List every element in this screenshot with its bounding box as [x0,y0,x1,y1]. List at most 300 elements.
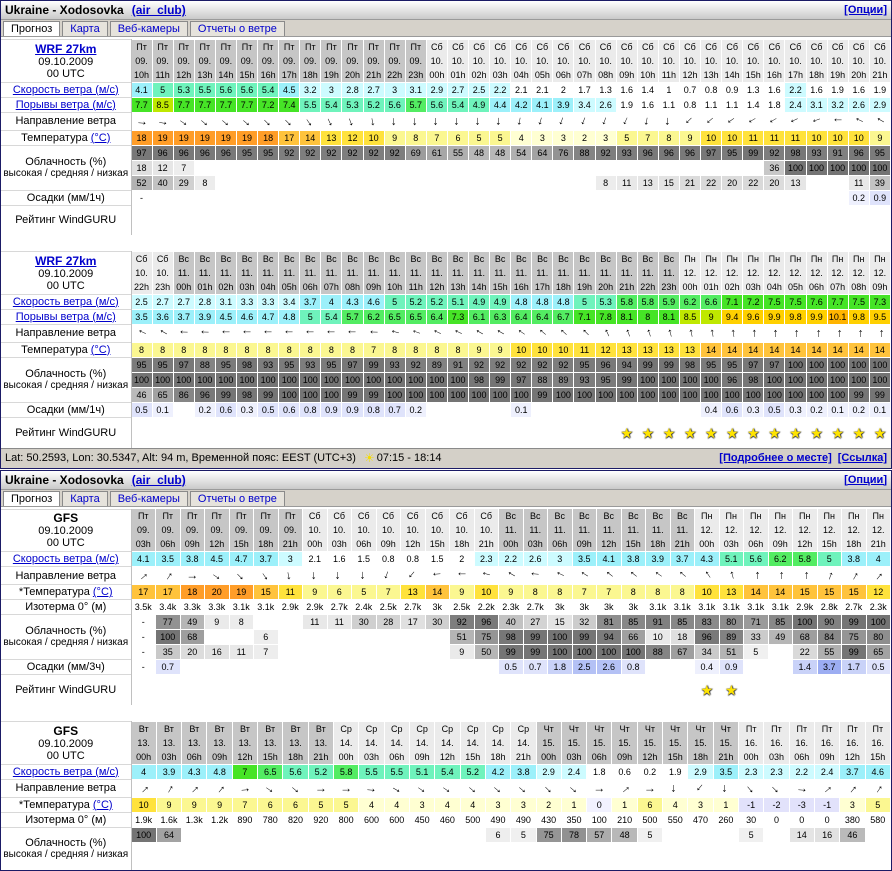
club-link[interactable]: (air_club) [132,3,186,17]
temperature-cell: 14 [827,342,848,357]
rating-cell [173,417,194,448]
hour-label: 00h [537,750,561,764]
wind-speed-cell: 7.5 [764,294,785,309]
wind-gust-cell: 9.5 [869,309,890,324]
cloud-high-cell: 95 [701,357,722,372]
day-date: 10. [475,523,499,537]
day-name: Сб [807,40,827,54]
forecast-col-header [637,252,658,295]
wind-dir-cell [637,112,658,130]
wind-dir-arrow: → [133,323,151,343]
precip-cell [229,660,254,675]
day-name: Пн [744,509,768,523]
precip-cell [574,402,595,417]
isotherm-cell: 600 [359,812,384,827]
cloud-high-cell: 93 [616,145,637,160]
forecast-col-header [405,40,426,83]
temperature-cell: 3 [485,797,510,812]
day-date: 11. [622,523,646,537]
options-link[interactable]: [Опции] [844,474,887,486]
wind-dir-arrow: → [617,324,637,341]
cloud-mid-cell [363,160,384,175]
wind-dir-cell [768,567,793,585]
cloud-high-cell: 88 [194,357,215,372]
wind-speed-cell: 3.1 [405,82,426,97]
wind-gust-cell: 7.3 [447,309,468,324]
cloud-low-cell: 9 [450,645,475,660]
cloud-mid-cell: 18 [670,630,695,645]
temperature-cell: 15 [793,585,818,600]
wind-dir-arrow: → [808,327,825,339]
cloud-high-cell: 5 [739,827,764,842]
rating-star-icon: ★ [684,425,697,441]
wind-speed-cell: 3 [548,552,573,567]
wind-speed-cell: 2 [450,552,475,567]
cloud-high-cell: 98 [785,145,806,160]
temperature-cell: 10 [695,585,720,600]
rating-cell [670,675,695,706]
forecast-col-header [739,722,764,765]
wind-dir-arrow: → [346,325,358,342]
hour-label: 12h [174,68,194,82]
wind-gust-cell: 4.2 [511,97,532,112]
wind-speed-cell: 1.9 [827,82,848,97]
rating-cell [279,205,300,235]
wind-gust-cell: 7.8 [595,309,616,324]
hour-label: 08h [342,280,362,294]
cloud-low-cell: 55 [817,645,842,660]
temperature-unit-link[interactable]: (°C) [93,799,113,811]
tab-forecast[interactable]: Прогноз [3,491,60,506]
day-date: 10. [617,54,637,68]
precip-cell [469,402,490,417]
precip-cell: 0.2 [848,190,869,205]
day-name: Сб [490,40,510,54]
forecast-col-header [450,509,475,552]
wind-dir-cell [616,112,637,130]
isotherm-cell: 460 [435,812,460,827]
forecast-col-header [768,509,793,552]
isotherm-cell: 820 [283,812,308,827]
forecast-col-header [173,40,194,83]
forecast-col-header [612,722,637,765]
cloud-low-cell: 21 [679,175,700,190]
wind-dir-cell [865,779,890,797]
cloud-mid-cell [743,160,764,175]
forecast-col-header [532,40,553,83]
day-name: Вс [448,252,468,266]
precip-cell [532,190,553,205]
precip-cell [342,190,363,205]
wind-speed-link[interactable]: Скорость ветра (м/с) [13,84,119,96]
precip-cell [376,660,401,675]
wind-dir-arrow: → [551,565,569,585]
cloud-mid-cell [789,842,814,856]
model-cell [1,509,131,552]
isotherm-cell: 3k [425,600,450,615]
wind-dir-cell [279,324,300,342]
wind-dir-arrow: → [331,569,348,582]
day-date: 11. [617,266,637,280]
precip-cell [764,190,785,205]
cloud-high-cell: 28 [376,615,401,630]
hour-label: 22h [638,280,658,294]
wind-dir-arrow: → [186,567,198,584]
forecast-col-header [785,252,806,295]
model-link[interactable]: WRF 27km [35,42,96,56]
forecast-col-header [785,40,806,83]
precip-cell: 0.4 [695,660,720,675]
tab-forecast[interactable]: Прогноз [3,21,60,36]
hour-label: 22h [132,280,152,294]
precip-cell [425,660,450,675]
hour-label: 15h [490,280,510,294]
isotherm-cell: 1.6k [156,812,181,827]
wind-dir-arrow: → [155,112,170,131]
model-run-utc: 00 UTC [1,537,131,549]
temperature-label-text: *Температура [19,799,93,811]
wind-speed-link[interactable]: Скорость ветра (м/с) [13,766,119,778]
cloud-mid-cell [490,160,511,175]
isotherm-cell: 3.3k [180,600,205,615]
temperature-cell: 3 [595,130,616,145]
temperature-cell: 4 [435,797,460,812]
precip-cell [363,190,384,205]
cloud-low-cell [789,856,814,870]
forecast-col-header [814,722,839,765]
cloud-mid-cell [574,160,595,175]
isotherm-cell: 2.8k [817,600,842,615]
day-date: 11. [406,266,426,280]
wind-dir-arrow: → [281,568,300,583]
wind-gust-cell: 5.5 [300,97,321,112]
hour-label: 15h [426,537,450,551]
cloud-high-cell: 100 [793,615,818,630]
wind-speed-cell: 4.1 [131,82,152,97]
day-name: Сб [743,40,763,54]
day-name: Сб [617,40,637,54]
precip-cell [679,402,700,417]
precip-cell [321,190,342,205]
day-name: Сб [659,40,679,54]
wind-speed-cell: 3.9 [156,764,181,779]
cloud-high-cell: 95 [131,357,152,372]
cloud-mid-cell [616,160,637,175]
wind-dir-label: Направление ветра [1,112,131,130]
cloud-high-cell: 92 [553,357,574,372]
precip-cell: 1.4 [793,660,818,675]
cloud-high-cell: 100 [866,615,891,630]
forecast-col-header [806,252,827,295]
day-name: Сб [469,40,489,54]
day-name: Вт [309,722,333,736]
day-name: Пт [342,40,362,54]
tab-webcams[interactable]: Веб-камеры [110,491,188,506]
day-name: Пн [743,252,763,266]
forecast-col-header [595,252,616,295]
temperature-cell: 1 [612,797,637,812]
day-date: 15. [638,736,662,750]
day-date: 09. [279,54,299,68]
day-name: Пт [406,40,426,54]
wind-gust-link[interactable]: Порывы ветра (м/с) [16,99,116,111]
hour-label: 06h [587,750,611,764]
rating-cell [701,205,722,235]
forecast-col-header [793,509,818,552]
day-name: Пн [807,252,827,266]
hour-label: 18h [807,68,827,82]
isotherm-cell: 430 [536,812,561,827]
club-link[interactable]: (air_club) [132,473,186,487]
cloud-high-cell: 100 [869,357,890,372]
day-name: Вс [532,252,552,266]
hour-label: 18h [450,537,474,551]
day-name: Вс [596,252,616,266]
rating-cell [597,675,622,706]
wind-dir-arrow: → [644,780,656,797]
cloud-low-cell [865,856,890,870]
cloud-mid-cell: 84 [817,630,842,645]
wind-speed-cell: 3.3 [258,294,279,309]
cloud-low-cell [764,856,789,870]
wind-speed-cell: 2 [553,82,574,97]
day-date: 11. [499,523,523,537]
cloud-mid-cell: 100 [405,372,426,387]
hour-label: 00h [427,68,447,82]
wind-dir-arrow: → [667,782,684,794]
day-date: 09. [254,523,278,537]
wind-dir-arrow: → [553,323,573,344]
precip-cell: - [131,660,156,675]
day-date: 10. [722,54,742,68]
cloud-high-cell: 100 [848,357,869,372]
temperature-unit-link[interactable]: (°C) [93,586,113,598]
wind-speed-cell: 2.2 [789,764,814,779]
temperature-cell: 14 [744,585,769,600]
temperature-cell: 14 [300,130,321,145]
hour-label: 02h [722,280,742,294]
day-date: 14. [410,736,434,750]
wind-speed-link[interactable]: Скорость ветра (м/с) [13,553,119,565]
rating-star-icon: ★ [725,682,738,698]
day-date: 09. [237,54,257,68]
day-date: 11. [574,266,594,280]
hour-label: 03h [237,280,257,294]
cloud-low-cell [435,856,460,870]
hour-label: 18h [842,537,866,551]
wind-dir-arrow: → [501,565,520,586]
wind-dir-arrow: → [199,324,212,341]
cloud-high-cell: 98 [679,357,700,372]
status-link-spot-details[interactable]: [Подробнее о месте] [719,452,831,464]
wind-dir-arrow: → [817,778,837,799]
isotherm-label: Изотерма 0° (м) [1,812,131,827]
rating-cell [258,417,279,448]
forecast-col-header [131,722,156,765]
wind-dir-cell [663,779,688,797]
rating-cell [679,205,700,235]
hour-label: 06h [385,750,409,764]
hour-label: 00h [499,537,523,551]
day-name: Сб [722,40,742,54]
rating-cell [842,675,867,706]
cloud-mid-cell [532,160,553,175]
tab-wind-reports[interactable]: Отчеты о ветре [190,491,285,506]
tab-map[interactable]: Карта [62,21,107,36]
forecast-col-header [865,722,890,765]
temperature-cell: 3 [409,797,434,812]
wind-dir-arrow: → [315,780,327,797]
temperature-cell: 14 [848,342,869,357]
cloud-low-cell: 20 [722,175,743,190]
wind-dir-arrow: → [615,778,635,799]
cloud-mid-cell: 33 [744,630,769,645]
wind-speed-cell: 2.2 [490,82,511,97]
wind-gust-cell: 7.7 [236,97,257,112]
wind-speed-cell: 1.5 [425,552,450,567]
cloud-high-cell: 96 [848,145,869,160]
wind-speed-cell: 2.7 [447,82,468,97]
cloud-low-cell: 50 [474,645,499,660]
wind-dir-arrow: → [538,778,559,799]
wind-dir-cell [485,779,510,797]
wind-speed-cell: 2.3 [739,764,764,779]
status-link-link[interactable]: [Ссылка] [838,452,887,464]
temperature-label-text: Температура [21,132,91,144]
day-name: Пн [849,252,869,266]
cloud-mid-cell [376,630,401,645]
cloud-high-cell: 16 [814,827,839,842]
rating-cell [469,417,490,448]
wind-gust-cell: 6.4 [532,309,553,324]
cloud-high-cell [232,827,257,842]
wind-dir-cell [376,567,401,585]
wind-dir-cell [866,567,891,585]
cloud-low-cell: 100 [279,387,300,402]
temperature-cell: 14 [806,342,827,357]
cloud-high-cell: 92 [469,357,490,372]
cloud-high-cell: 61 [426,145,447,160]
cloud-label-line2: высокая / средняя / низкая [1,849,131,861]
tab-webcams[interactable]: Веб-камеры [110,21,188,36]
forecast-col-header [384,40,405,83]
cloud-mid-cell [536,842,561,856]
day-date: 14. [385,736,409,750]
day-name: Сб [870,40,890,54]
panel-titlebar [1,471,891,490]
wind-dir-arrow: → [238,779,251,797]
tab-map[interactable]: Карта [62,491,107,506]
forecast-col-header [254,509,279,552]
wind-speed-cell: 2.4 [561,764,586,779]
day-date: 12. [695,523,719,537]
wind-gust-link[interactable]: Порывы ветра (м/с) [16,311,116,323]
precip-cell: 0.5 [764,402,785,417]
hour-label: 00h [132,750,156,764]
cloud-low-cell: 100 [572,645,597,660]
cloud-high-cell: 30 [425,615,450,630]
wind-speed-cell: 4.1 [131,552,156,567]
temperature-label [1,585,131,600]
day-name: Вс [597,509,621,523]
rating-cell [532,417,553,448]
forecast-col-header [722,40,743,83]
rating-label: Рейтинг WindGURU [1,417,131,448]
cloud-high-cell: 11 [327,615,352,630]
cloud-low-cell [426,175,447,190]
day-date: 09. [342,54,362,68]
temperature-cell: 3 [511,797,536,812]
cloud-high-cell: 85 [621,615,646,630]
day-date: 11. [659,266,679,280]
cloud-high-cell [764,827,789,842]
forecast-table [1,39,891,235]
wind-dir-cell [701,324,722,342]
model-link[interactable]: WRF 27km [35,254,96,268]
temperature-cell: 8 [447,342,468,357]
forecast-col-header [536,722,561,765]
cloud-mid-cell [131,842,156,856]
day-name: Чт [562,722,586,736]
rating-cell [131,205,152,235]
wind-dir-arrow: → [717,782,734,794]
temperature-unit-link[interactable]: (°C) [91,344,111,356]
wind-dir-cell [722,112,743,130]
wind-dir-arrow: → [660,114,678,127]
hour-label: 21h [870,68,890,82]
wind-dir-arrow: → [868,565,889,585]
wind-dir-arrow: → [402,565,423,585]
wind-gust-cell: 8 [637,309,658,324]
options-link[interactable]: [Опции] [844,4,887,16]
precip-cell: 0.3 [785,402,806,417]
wind-speed-link[interactable]: Скорость ветра (м/с) [13,296,119,308]
wind-gust-cell: 8.5 [679,309,700,324]
wind-dir-arrow: → [564,778,584,799]
cloud-low-cell: 100 [469,387,490,402]
rating-cell [646,675,671,706]
forecast-col-header [258,252,279,295]
isotherm-cell: 100 [587,812,612,827]
precip-cell: 0.8 [621,660,646,675]
wind-dir-arrow: → [680,111,701,132]
forecast-col-header [511,252,532,295]
temperature-cell: 5 [865,797,890,812]
day-name: Чт [612,722,636,736]
day-date: 10. [764,54,784,68]
wind-dir-cell [474,567,499,585]
cloud-mid-cell: 100 [173,372,194,387]
cloud-low-cell: 100 [553,387,574,402]
hour-label: 12h [840,750,864,764]
day-name: Вс [342,252,362,266]
wind-dir-cell [817,567,842,585]
day-name: Сб [401,509,425,523]
temperature-unit-link[interactable]: (°C) [91,132,111,144]
day-name: Ср [511,722,535,736]
tab-wind-reports[interactable]: Отчеты о ветре [190,21,285,36]
day-name: Пн [764,252,784,266]
day-name: Сб [680,40,700,54]
forecast-col-header [279,252,300,295]
cloud-mid-cell: 100 [658,372,679,387]
forecast-col-header [597,509,622,552]
hour-label: 12h [638,750,662,764]
wind-speed-cell: 2.2 [785,82,806,97]
cloud-mid-cell [205,630,230,645]
isotherm-cell: 0 [764,812,789,827]
cloud-low-cell: 51 [719,645,744,660]
